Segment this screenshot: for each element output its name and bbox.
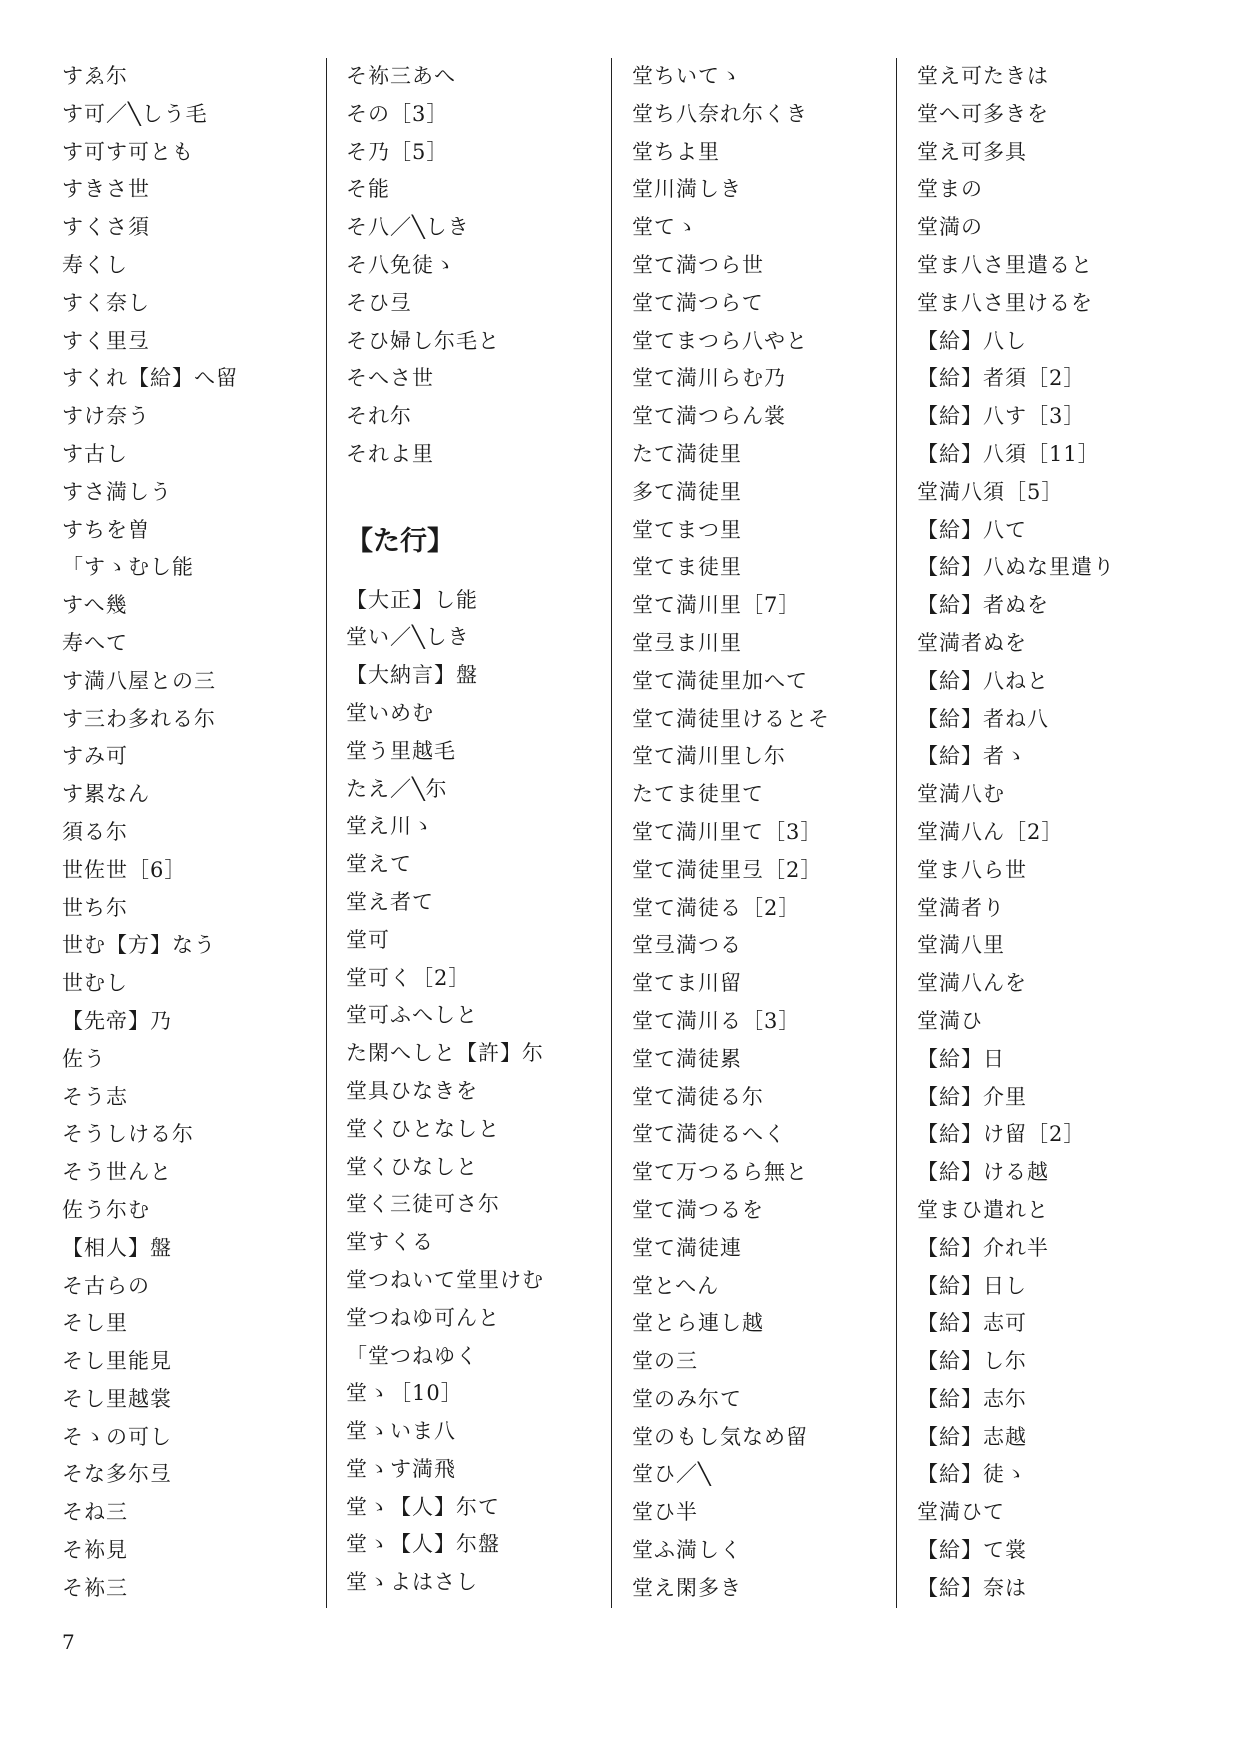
index-entry: 佐う尓む: [62, 1197, 150, 1222]
index-entry: 堂ま八さ里遣ると: [917, 252, 1093, 277]
index-column-3: [632, 58, 902, 1608]
index-entry: 堂弖ま川里: [632, 630, 742, 655]
index-entry: そ八免徒ゝ: [346, 252, 456, 277]
section-gap: [346, 474, 616, 512]
index-entry: す可／╲しう毛: [62, 101, 208, 126]
index-entry: そ乃［5］: [346, 139, 449, 164]
index-entry: 堂いめむ: [346, 700, 434, 725]
index-entry: その［3］: [346, 101, 449, 126]
index-column-4: [917, 58, 1187, 1608]
index-entry: 【給】て裳: [917, 1538, 1027, 1563]
index-entry: そゝの可し: [62, 1424, 172, 1449]
index-entry: 堂とら連し越: [632, 1311, 764, 1336]
index-entry: たて満徒里: [632, 441, 742, 466]
index-entry: す累なん: [62, 782, 150, 807]
index-entry: 堂くひなしと: [346, 1154, 478, 1179]
index-entry: 堂のみ尓て: [632, 1386, 742, 1411]
index-entry: 「堂つねゆく: [346, 1343, 478, 1368]
index-entry: 堂ゝいま八: [346, 1419, 456, 1444]
index-entry: 堂満ひて: [917, 1500, 1005, 1525]
index-entry: 堂ふ満しく: [632, 1538, 742, 1563]
index-entry: 堂て満川る［3］: [632, 1008, 801, 1033]
index-entry: 多て満徒里: [632, 479, 742, 504]
page-number: 7: [62, 1630, 75, 1654]
index-entry: すみ可: [62, 744, 128, 769]
index-entry: 【給】者ゝ: [917, 744, 1027, 769]
index-entry: そう世んと: [62, 1160, 172, 1185]
index-entry: 【給】け留［2］: [917, 1122, 1086, 1147]
index-entry: そな多尓弖: [62, 1462, 172, 1487]
index-entry: 【給】八ぬな里遣り: [917, 555, 1115, 580]
index-entry: 【給】奈は: [917, 1575, 1027, 1600]
index-entry: 堂て満徒累: [632, 1046, 742, 1071]
index-entry: 【相人】盤: [62, 1235, 172, 1260]
index-entry: 【給】八す［3］: [917, 404, 1086, 429]
index-entry: 堂満者り: [917, 895, 1005, 920]
index-entry: 堂え閑多き: [632, 1575, 742, 1600]
index-entry: 堂ま八ら世: [917, 857, 1027, 882]
index-entry: 堂て満徒る尓: [632, 1084, 764, 1109]
index-entry: たえ／╲尓: [346, 776, 448, 801]
index-entry: 堂え可たきは: [917, 64, 1049, 88]
index-entry: 堂てゝ: [632, 215, 698, 240]
index-entry: 堂い／╲しき: [346, 625, 470, 650]
index-entry: 【給】八ねと: [917, 668, 1049, 693]
index-column-1: [62, 58, 332, 1608]
index-entry: そう志: [62, 1084, 128, 1109]
index-entry: 堂て満徒里けるとそ: [632, 706, 830, 731]
index-entry: 【給】志尓: [917, 1386, 1027, 1411]
index-entry: 【給】介れ半: [917, 1235, 1049, 1260]
index-entry: 堂のもし気なめ留: [632, 1424, 808, 1449]
index-entry: 須る尓: [62, 819, 128, 844]
index-entry: 【給】し尓: [917, 1349, 1027, 1374]
index-entry: 堂の三: [632, 1349, 698, 1374]
index-entry: 堂満八須［5］: [917, 479, 1064, 504]
index-entry: 堂て満徒里弖［2］: [632, 857, 823, 882]
index-entry: そし里能見: [62, 1349, 172, 1374]
index-entry: そ能: [346, 177, 390, 202]
index-entry: 世佐世［6］: [62, 857, 187, 882]
index-entry: すく里弖: [62, 328, 150, 353]
index-entry: 堂て満つるを: [632, 1197, 764, 1222]
index-entry: 【給】介里: [917, 1084, 1027, 1109]
index-entry: そひ弖: [346, 290, 412, 315]
index-entry: それよ里: [346, 441, 434, 466]
index-entry: そ袮三あへ: [346, 64, 456, 88]
entry-group-ta-row: [346, 582, 616, 1603]
index-entry: 堂具ひなきを: [346, 1078, 478, 1103]
index-entry: 堂満ひ: [917, 1008, 983, 1033]
index-entry: 【給】徒ゝ: [917, 1462, 1027, 1487]
index-entry: そうしける尓: [62, 1122, 194, 1147]
index-entry: 堂満の: [917, 215, 983, 240]
index-entry: そね三: [62, 1500, 128, 1525]
index-entry: 堂て満徒里加へて: [632, 668, 808, 693]
index-entry: す可す可とも: [62, 139, 194, 164]
index-entry: 堂満八ん［2］: [917, 819, 1064, 844]
index-column-2: [346, 58, 616, 1602]
index-entry: 堂て満つらん裳: [632, 404, 786, 429]
index-entry: 堂ひ／╲: [632, 1462, 712, 1487]
index-entry: たてま徒里て: [632, 782, 764, 807]
index-entry: す古し: [62, 441, 128, 466]
index-entry: 【給】八し: [917, 328, 1027, 353]
index-entry: すきさ世: [62, 177, 150, 202]
index-entry: そ袮見: [62, 1538, 128, 1563]
index-entry: 堂て満徒連: [632, 1235, 742, 1260]
index-entry: 堂ゝよはさし: [346, 1570, 478, 1595]
index-entry: 世ち尓: [62, 895, 128, 920]
index-entry: 堂とへん: [632, 1273, 720, 1298]
index-entry: 堂えて: [346, 852, 412, 877]
index-entry: 堂まひ遣れと: [917, 1197, 1049, 1222]
index-entry: すくさ須: [62, 215, 150, 240]
index-entry: 堂て満徒るへく: [632, 1122, 786, 1147]
index-entry: 【給】ける越: [917, 1160, 1049, 1185]
index-entry: 堂て満川里［7］: [632, 593, 801, 618]
index-entry: 堂ち八奈れ尓くき: [632, 101, 808, 126]
index-entry: 堂満八んを: [917, 971, 1027, 996]
index-entry: すへ幾: [62, 593, 128, 618]
index-entry: 堂満八里: [917, 933, 1005, 958]
index-entry: 堂ちいてゝ: [632, 64, 742, 88]
index-entry: それ尓: [346, 404, 412, 429]
index-entry: 堂て満川里て［3］: [632, 819, 823, 844]
index-entry: 【給】日し: [917, 1273, 1027, 1298]
index-entry: すく奈し: [62, 290, 150, 315]
index-entry: 堂ゝ【人】尓て: [346, 1494, 500, 1519]
entry-group-sa-row: [346, 58, 616, 474]
index-entry: 堂満八む: [917, 782, 1005, 807]
index-entry: すくれ【給】へ留: [62, 366, 238, 391]
index-entry: 堂ゝ［10］: [346, 1381, 463, 1406]
index-entry: すさ満しう: [62, 479, 172, 504]
index-entry: 佐う: [62, 1046, 106, 1071]
index-entry: 堂つねいて堂里けむ: [346, 1267, 544, 1292]
index-entry: 堂て満徒る［2］: [632, 895, 801, 920]
index-entry: 堂え川ゝ: [346, 814, 434, 839]
index-entry: 【大正】し能: [346, 587, 478, 612]
index-entry: 堂く三徒可さ尓: [346, 1192, 500, 1217]
index-entry: 【給】日: [917, 1046, 1005, 1071]
index-entry: 堂て満川らむ乃: [632, 366, 786, 391]
index-entry: 堂ま八さ里けるを: [917, 290, 1093, 315]
index-entry: そ袮三: [62, 1575, 128, 1600]
index-entry: 【給】八須［11］: [917, 441, 1100, 466]
index-entry: 【給】者須［2］: [917, 366, 1086, 391]
index-entry: 堂てま川留: [632, 971, 742, 996]
index-entry: 堂川満しき: [632, 177, 742, 202]
index-entry: 堂う里越毛: [346, 738, 456, 763]
index-entry: 【給】八て: [917, 517, 1027, 542]
index-entry: 【大納言】盤: [346, 663, 478, 688]
index-entry: そ八／╲しき: [346, 215, 470, 240]
index-entry: 堂弖満つる: [632, 933, 742, 958]
index-entry: 堂満者ぬを: [917, 630, 1027, 655]
index-entry: 堂可: [346, 927, 390, 952]
index-entry: 堂すくる: [346, 1230, 434, 1255]
index-entry: そし里: [62, 1311, 128, 1336]
index-entry: そひ婦し尓毛と: [346, 328, 500, 353]
index-entry: 堂てまつら八やと: [632, 328, 808, 353]
index-entry: そへさ世: [346, 366, 434, 391]
index-entry: 堂てま徒里: [632, 555, 742, 580]
index-entry: すけ奈う: [62, 404, 150, 429]
index-entry: 堂てまつ里: [632, 517, 742, 542]
index-entry: 堂ゝす満飛: [346, 1456, 456, 1481]
index-entry: 堂て満つら世: [632, 252, 764, 277]
index-entry: 【給】者ね八: [917, 706, 1049, 731]
index-entry: 世む【方】なう: [62, 933, 216, 958]
index-entry: す三わ多れる尓: [62, 706, 216, 731]
index-entry: 堂可ふへしと: [346, 1003, 478, 1028]
index-entry: 堂て万つるら無と: [632, 1160, 808, 1185]
index-entry: すちを曽: [62, 517, 150, 542]
index-entry: そ古らの: [62, 1273, 150, 1298]
index-entry: 堂つねゆ可んと: [346, 1305, 500, 1330]
index-entry: 堂まの: [917, 177, 983, 202]
index-entry: 堂ひ半: [632, 1500, 698, 1525]
index-entry: た閑へしと【許】尓: [346, 1041, 544, 1066]
index-entry: 【給】志可: [917, 1311, 1027, 1336]
index-entry: 堂て満川里し尓: [632, 744, 786, 769]
index-entry: 寿くし: [62, 252, 128, 277]
index-entry: すゑ尓: [62, 64, 128, 88]
index-entry: 「すゝむし能: [62, 555, 194, 580]
index-entry: 堂え者て: [346, 889, 434, 914]
index-entry: 堂ちよ里: [632, 139, 720, 164]
index-entry: 堂くひとなしと: [346, 1116, 500, 1141]
index-entry: 堂可く［2］: [346, 965, 471, 990]
index-entry: そし里越裳: [62, 1386, 172, 1411]
index-entry: 堂て満つらて: [632, 290, 764, 315]
index-entry: 【給】者ぬを: [917, 593, 1049, 618]
index-entry: 寿へて: [62, 630, 128, 655]
index-entry: 【給】志越: [917, 1424, 1027, 1449]
index-entry: 世むし: [62, 971, 128, 996]
index-entry: 【先帝】乃: [62, 1008, 172, 1033]
index-entry: す満八屋との三: [62, 668, 216, 693]
index-entry: 堂え可多具: [917, 139, 1027, 164]
index-entry: 堂へ可多きを: [917, 101, 1049, 126]
index-entry: 堂ゝ【人】尓盤: [346, 1532, 500, 1557]
section-heading-ta-row: 【た行】: [346, 525, 454, 557]
